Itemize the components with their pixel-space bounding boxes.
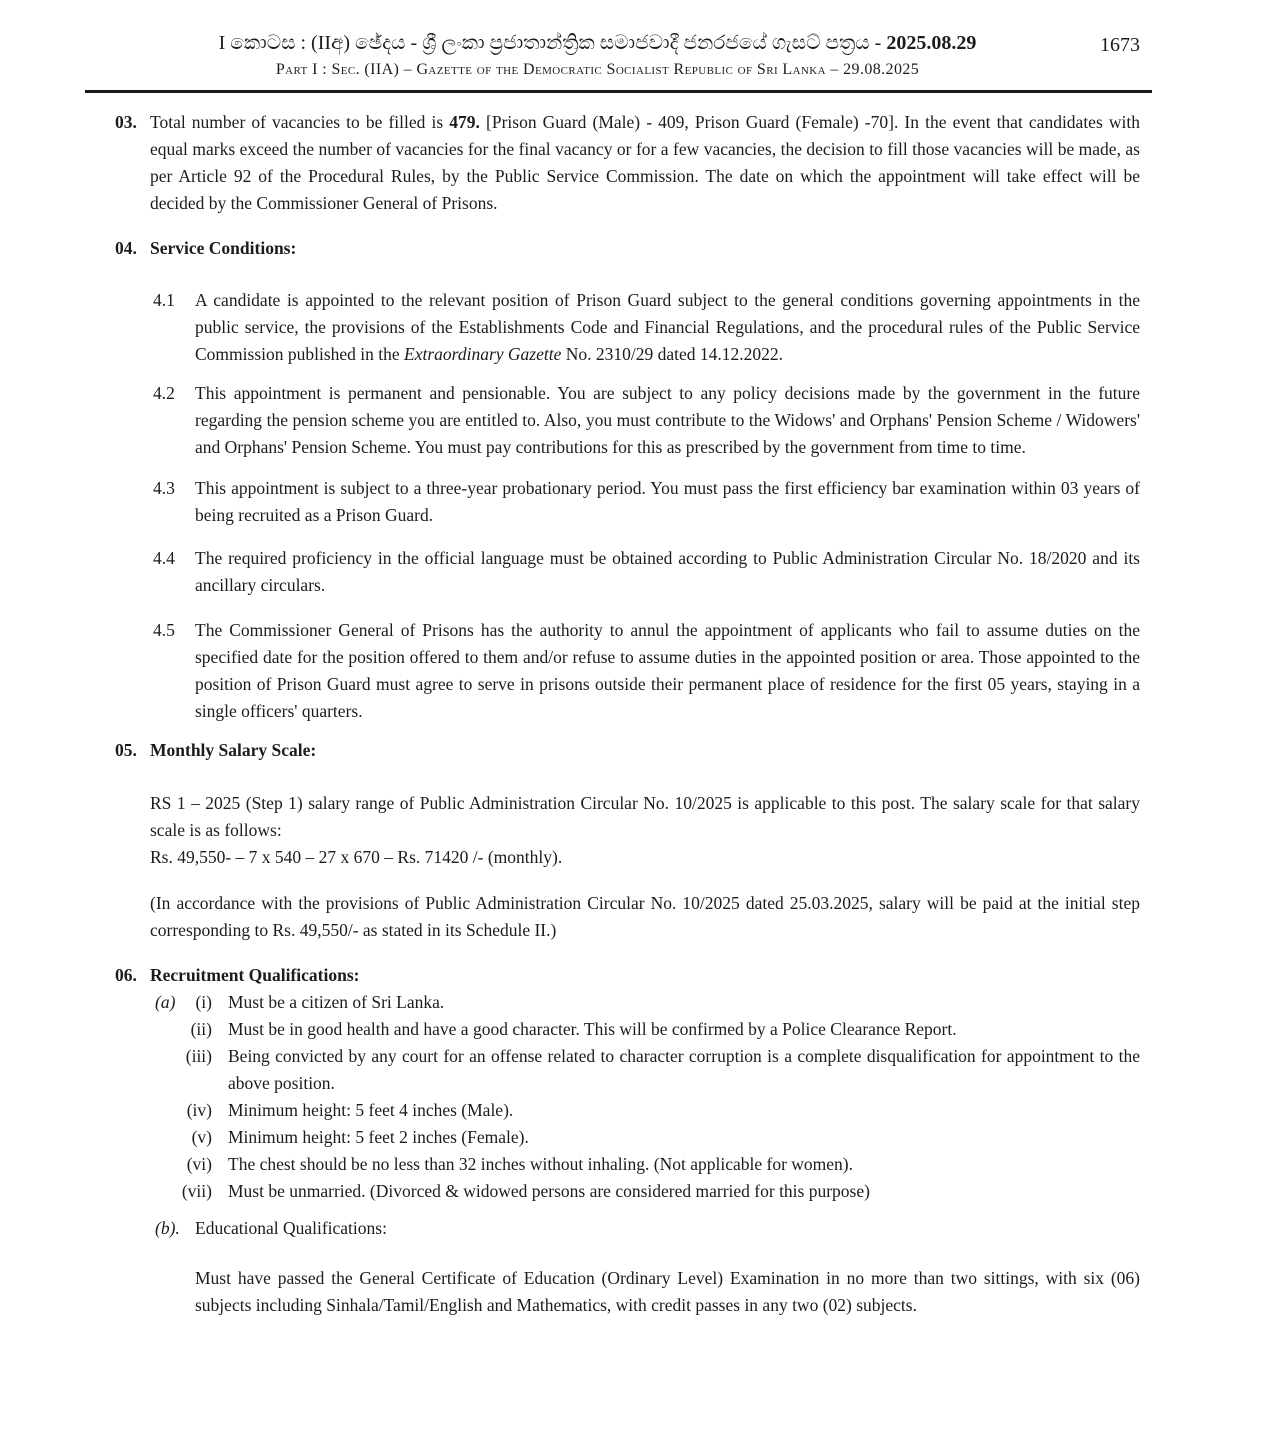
clause-4-2-number: 4.2: [153, 383, 175, 403]
section-03-paragraph: [150, 109, 1140, 217]
section-05-heading: [115, 737, 1140, 764]
section-03: [115, 109, 1140, 217]
section-04-heading: [115, 235, 1140, 262]
qualification-roman-v: (v): [191, 1127, 212, 1147]
qualification-text-vi: The chest should be no less than 32 inches without inhaling. (Not applicable for women).: [228, 1154, 854, 1174]
page-number: 1673: [1100, 34, 1140, 56]
qualification-text-i: Must be a citizen of Sri Lanka.: [228, 992, 445, 1012]
clause-4-1-text-after: No. 2310/29 dated 14.12.2022.: [561, 344, 784, 364]
section-05-number: 05.: [115, 740, 137, 760]
clause-4-3-number: 4.3: [153, 478, 175, 498]
qualification-roman-ii: (ii): [190, 1019, 212, 1039]
page-header: [115, 28, 1140, 93]
qualification-item: [155, 989, 1140, 1016]
clause-4-3-paragraph: This appointment is subject to a three-year probationary period. You must pass the first efficiency bar examination within 03 years of being recruited as a Prison Guard.: [195, 478, 1140, 525]
section-06-number: 06.: [115, 965, 137, 985]
clause-4-4-number: 4.4: [153, 548, 175, 568]
qualification-text-vii: Must be unmarried. (Divorced & widowed persons are considered married for this purpose): [228, 1181, 870, 1201]
clause-4-4-paragraph: The required proficiency in the official language must be obtained according to Public Administration Circular No. 18/2020 and its ancillary circulars.: [195, 548, 1140, 595]
header-title-block: [115, 28, 1140, 82]
clause-4-2-paragraph: This appointment is permanent and pensionable. You are subject to any policy decisions made by the government in the future regarding the pension scheme you are entitled to. Also, you must contribute to the Widows' and Orphans' Pension Scheme / Widowers' and Orphans' Pension Scheme. You must pay contributions for this as prescribed by the government from time to time.: [195, 383, 1140, 457]
qualification-roman-vii: (vii): [181, 1181, 212, 1201]
section-03-text-after: [Prison Guard (Male) - 409, Prison Guard (Female) -70]. In the event that candidates with equal marks exceed the number of vacancies for the final vacancy or for a few vacancies, the decision to fill those vacancies will be made, as per Article 92 of the Procedural Rules, by the Public Service Commission. The date on which the appointment will take effect will be decided by the Commissioner General of Prisons.: [150, 112, 1140, 213]
section-03-number: 03.: [115, 112, 137, 132]
document-body: [115, 109, 1140, 1319]
clause-4-5-paragraph: The Commissioner General of Prisons has the authority to annul the appointment of applicants who fail to assume duties on the specified date for the position offered to them and/or refuse to assume duties in the appointed position or area. Those appointed to the position of Prison Guard must agree to serve in prisons outside their permanent place of residence for the first 05 years, staying in a single officers' quarters.: [195, 620, 1140, 721]
clause-4-1-number: 4.1: [153, 290, 175, 310]
clause-4-3: [153, 475, 1140, 529]
clause-4-1: [153, 287, 1140, 368]
qualification-text-ii: Must be in good health and have a good character. This will be confirmed by a Police Clearance Report.: [228, 1019, 957, 1039]
clause-4-1-gazette-name: Extraordinary Gazette: [404, 344, 562, 364]
salary-note-text: (In accordance with the provisions of Public Administration Circular No. 10/2025 dated 25.03.2025, salary will be paid at the initial step corresponding to Rs. 49,550/- as stated in its Schedule II.): [150, 893, 1140, 940]
clause-4-5-number: 4.5: [153, 620, 175, 640]
qualification-item: [155, 1043, 1140, 1097]
salary-scale-text: Rs. 49,550- – 7 x 540 – 27 x 670 – Rs. 71420 /- (monthly).: [150, 847, 563, 867]
sub-b-title: Educational Qualifications:: [195, 1218, 387, 1238]
sub-b-heading: [155, 1215, 1140, 1242]
section-03-vacancy-count: 479.: [449, 112, 480, 132]
qualification-text-iv: Minimum height: 5 feet 4 inches (Male).: [228, 1100, 514, 1120]
clause-4-1-text-before: A candidate is appointed to the relevant position of Prison Guard subject to the general conditions governing appointments in the public service, the provisions of the Establishments Code and Financial Regulations, and the procedural rules of the Public Service Commission published in the: [195, 290, 1140, 364]
qualification-item: [155, 1151, 1140, 1178]
header-date-sinhala-line: 2025.08.29: [886, 32, 977, 54]
qualification-roman-iii: (iii): [185, 1046, 212, 1066]
qualification-item: [155, 1097, 1140, 1124]
header-title-sinhala: [115, 28, 1080, 58]
header-sinhala-text: I කොටස : (IIඅ) ඡේදය - ශ්‍රී ලංකා ප්‍රජාතාන්ත්‍රික සමාජවාදී ජනරජයේ ගැසට් පත්‍රය -: [218, 32, 887, 54]
section-06-heading: [115, 962, 1140, 989]
qualification-roman-vi: (vi): [186, 1154, 212, 1174]
educational-qualification-paragraph: Must have passed the General Certificate of Education (Ordinary Level) Examination in no more than two sittings, with six (06) subjects including Sinhala/Tamil/English and Mathematics, with credit passes in any two (02) subjects.: [195, 1268, 1140, 1315]
salary-paragraph: [150, 790, 1140, 871]
section-06-title: Recruitment Qualifications:: [150, 965, 360, 985]
qualification-item: [155, 1124, 1140, 1151]
qualification-list-a: [115, 989, 1140, 1205]
qualification-text-v: Minimum height: 5 feet 2 inches (Female).: [228, 1127, 529, 1147]
clause-4-5: [153, 617, 1140, 725]
clause-4-1-paragraph: [195, 287, 1140, 368]
section-04-title: Service Conditions:: [150, 238, 297, 258]
sub-b-label: (b).: [155, 1218, 180, 1238]
salary-intro-text: RS 1 – 2025 (Step 1) salary range of Public Administration Circular No. 10/2025 is applicable to this post. The salary scale for that salary scale is as follows:: [150, 793, 1140, 840]
section-04-number: 04.: [115, 238, 137, 258]
qualification-item: [155, 1016, 1140, 1043]
qualification-item: [155, 1178, 1140, 1205]
qualification-text-iii: Being convicted by any court for an offense related to character corruption is a complete disqualification for appointment to the above position.: [228, 1046, 1140, 1093]
section-05-title: Monthly Salary Scale:: [150, 740, 317, 760]
clause-4-2: [153, 380, 1140, 461]
clause-4-4: [153, 545, 1140, 599]
qualification-roman-i: (i): [195, 992, 212, 1012]
section-03-text-before: Total number of vacancies to be filled is: [150, 112, 450, 132]
header-divider-rule: [85, 90, 1152, 93]
header-title-english: Part I : Sec. (IIA) – Gazette of the Democratic Socialist Republic of Sri Lanka – 29.08.2025: [275, 61, 920, 78]
qualification-roman-iv: (iv): [186, 1100, 212, 1120]
sub-a-label: (a): [155, 992, 176, 1012]
